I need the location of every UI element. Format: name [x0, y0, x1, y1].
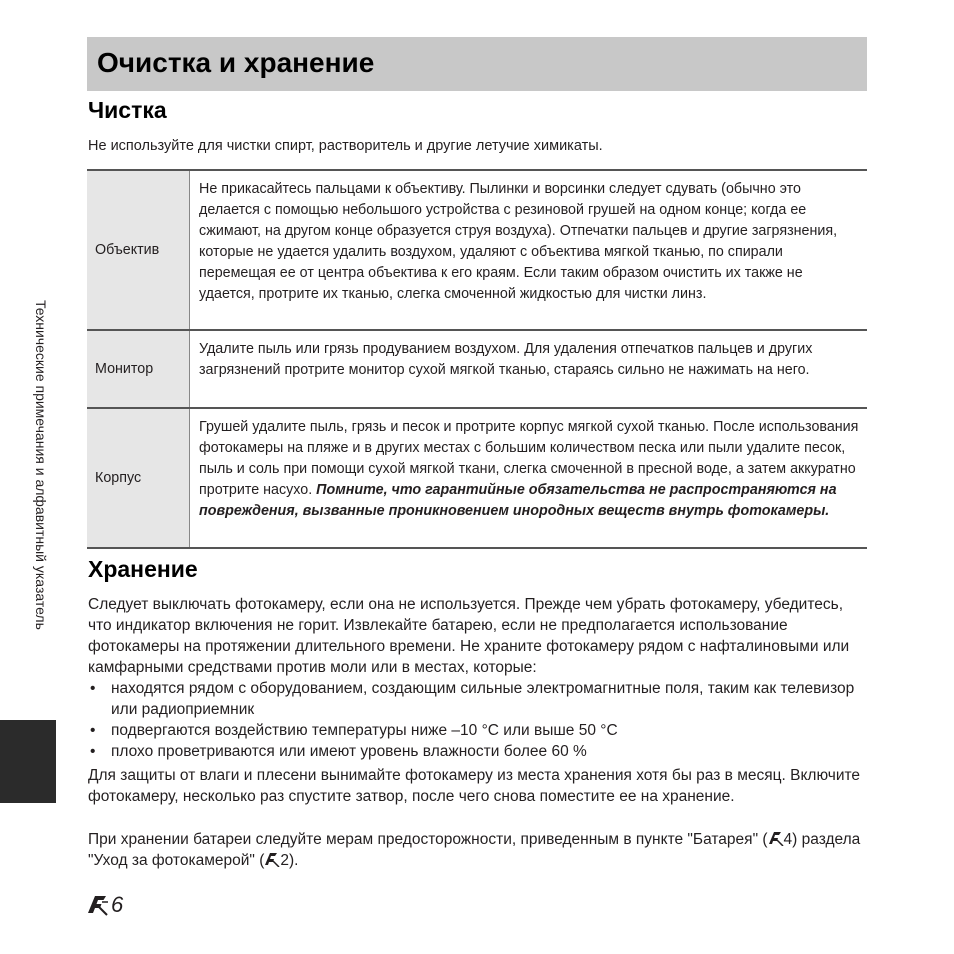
row-text-monitor: Удалите пыль или грязь продуванием воздухом. Для удаления отпечатков пальцев и других загрязнений протрите монитор сухой мягкой тканью, стараясь сильно не нажимать на него.	[199, 341, 813, 378]
row-label-monitor: Монитор	[87, 330, 190, 408]
reference-mark-icon	[768, 830, 784, 846]
section-side-label: Технические примечания и алфавитный указатель	[33, 300, 49, 630]
list-item: • подвергаются воздействию температуры ниже –10 °C или выше 50 °C	[90, 722, 618, 739]
storage-intro: Следует выключать фотокамеру, если она не используется. Прежде чем убрать фотокамеру, убедитесь, что индикатор включения не горит. Извлекайте батарею, если не предполагается использование фотокамеры на протяжении длительного времени. Не храните фотокамеру рядом с нафталиновыми или камфарными средствами против моли или в местах, которые:	[88, 596, 850, 676]
row-label-lens: Объектив	[87, 170, 190, 330]
row-label-body: Корпус	[87, 408, 190, 548]
body-care-text: Грушей удалите пыль, грязь и песок и протрите корпус мягкой сухой тканью. После использования фотокамеры на пляже и в других местах с большим количеством песка или пыли удалите песок, пыль и соль при помощи сухой мягкой ткани, слегка смоченной в пресной воде, а затем аккуратно протрите насухо.	[199, 419, 859, 498]
list-item: • плохо проветриваются или имеют уровень влажности более 60 %	[90, 743, 587, 760]
list-item: • находятся рядом с оборудованием, создающим сильные электромагнитные поля, таким как телевизор или радиоприемник	[90, 680, 855, 718]
row-text-body	[190, 408, 868, 548]
cleaning-intro: Не используйте для чистки спирт, растворитель и другие летучие химикаты.	[88, 138, 603, 154]
table-row	[87, 408, 867, 548]
bullet-icon: •	[90, 722, 96, 739]
row-text-lens: Не прикасайтесь пальцами к объективу. Пылинки и ворсинки следует сдувать (обычно это делается с помощью небольшого устройства с резиновой грушей на одном конце; когда ее сжимают, на другом конце образуется струя воздуха). Отпечатки пальцев и другие загрязнения, которые не удается удалить воздухом, удаляют с объектива мягкой тканью, по спирали перемещая ее от центра объектива к его краям. Если таким образом очистить их также не удается, протрите их тканью, слегка смоченной жидкостью для чистки линз.	[199, 181, 838, 302]
cleaning-table	[87, 169, 867, 549]
storage-conditions-list	[88, 678, 868, 762]
page-number-value: 6	[111, 892, 124, 917]
section-thumb-tab	[0, 720, 56, 803]
table-row	[87, 170, 867, 330]
page-number	[86, 892, 123, 918]
storage-monthly: Для защиты от влаги и плесени вынимайте фотокамеру из места хранения хотя бы раз в месяц. Включите фотокамеру, несколько раз спустите затвор, после чего снова поместите ее на хранение.	[88, 767, 861, 805]
bullet-icon: •	[90, 680, 96, 697]
reference-mark-icon	[86, 893, 110, 917]
cleaning-heading: Чистка	[88, 97, 167, 123]
table-row	[87, 330, 867, 408]
bullet-icon: •	[90, 743, 96, 760]
storage-heading: Хранение	[88, 556, 198, 582]
warranty-note: Помните, что гарантийные обязательства не распространяются на повреждения, вызванные проникновением инородных веществ внутрь фотокамеры.	[199, 482, 837, 519]
reference-page-link[interactable]: 4	[783, 831, 793, 848]
reference-page-link[interactable]: 2	[280, 852, 289, 869]
title-bar	[87, 37, 867, 91]
battery-note: При хранении батареи следуйте мерам предосторожности, приведенным в пункте "Батарея" ( 4) раздела "Уход за фотокамерой" ( 2).	[88, 831, 861, 869]
reference-mark-icon	[264, 851, 280, 867]
page-title: Очистка и хранение	[97, 47, 375, 78]
